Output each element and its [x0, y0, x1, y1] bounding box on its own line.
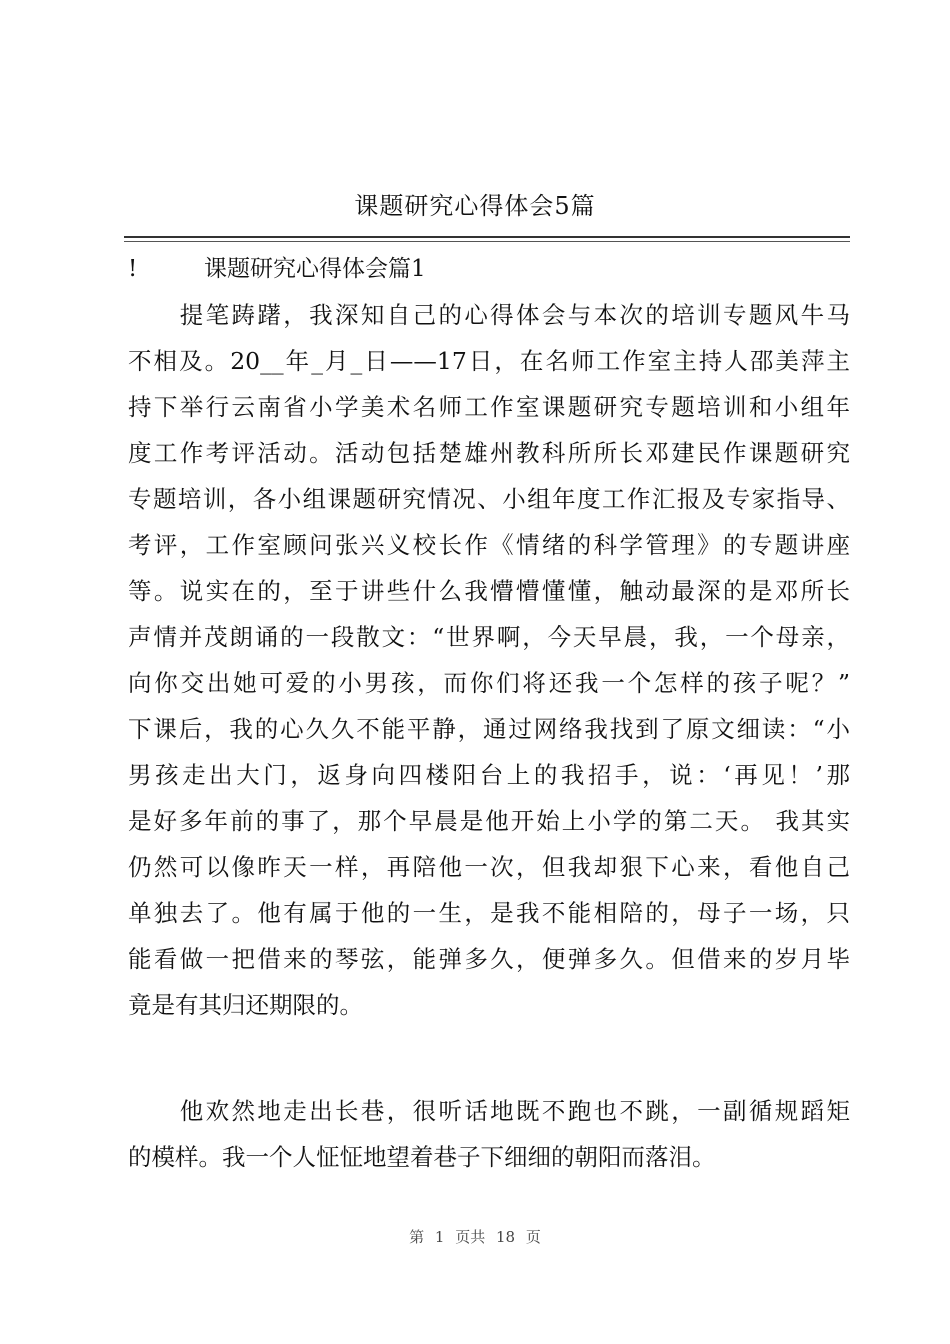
- paragraph-line: 考评，工作室顾问张兴义校长作《情绪的科学管理》的专题讲座: [128, 531, 850, 559]
- paragraph-line: 能看做一把借来的琴弦，能弹多久，便弹多久。但借来的岁月毕: [128, 945, 850, 973]
- paragraph-line: 是好多年前的事了，那个早晨是他开始上小学的第二天。 我其实: [128, 807, 850, 835]
- section-heading: 课题研究心得体会篇1: [204, 256, 426, 282]
- paragraph-line: 男孩走出大门，返身向四楼阳台上的我招手，说：‘再见！’那: [128, 761, 850, 789]
- paragraph-line: 他欢然地走出长巷，很听话地既不跑也不跳，一副循规蹈矩: [128, 1097, 850, 1125]
- paragraph-line: 专题培训，各小组课题研究情况、小组年度工作汇报及专家指导、: [128, 485, 850, 513]
- header-rule-thin: [124, 241, 850, 242]
- section-mark: !: [128, 256, 138, 282]
- paragraph-line: 仍然可以像昨天一样，再陪他一次，但我却狠下心来，看他自己: [128, 853, 850, 881]
- paragraph-line: 提笔踌躇，我深知自己的心得体会与本次的培训专题风牛马: [128, 301, 850, 329]
- paragraph-line: 等。说实在的，至于讲些什么我懵懵懂懂，触动最深的是邓所长: [128, 577, 850, 605]
- document-title: 课题研究心得体会5篇: [354, 192, 596, 220]
- paragraph-line: 向你交出她可爱的小男孩，而你们将还我一个怎样的孩子呢？”: [128, 669, 850, 697]
- section-heading-line: [128, 250, 426, 283]
- paragraph-line: 持下举行云南省小学美术名师工作室课题研究专题培训和小组年: [128, 393, 850, 421]
- page-number-footer: 第 1 页共 18 页: [409, 1228, 541, 1246]
- paragraph-line: 单独去了。他有属于他的一生，是我不能相陪的，母子一场，只: [128, 899, 850, 927]
- header-rule-thick: [124, 236, 850, 238]
- paragraph-line: 度工作考评活动。活动包括楚雄州教科所所长邓建民作课题研究: [128, 439, 850, 467]
- paragraph-line: 声情并茂朗诵的一段散文：“世界啊，今天早晨，我，一个母亲，: [128, 623, 850, 651]
- paragraph-line: 的模样。我一个人怔怔地望着巷子下细细的朝阳而落泪。: [128, 1143, 716, 1171]
- paragraph-line: 下课后，我的心久久不能平静，通过网络我找到了原文细读：“小: [128, 715, 850, 743]
- paragraph-line: 竟是有其归还期限的。: [128, 991, 363, 1019]
- paragraph-line: 不相及。20__年_月_日——17日，在名师工作室主持人邵美萍主: [128, 347, 850, 375]
